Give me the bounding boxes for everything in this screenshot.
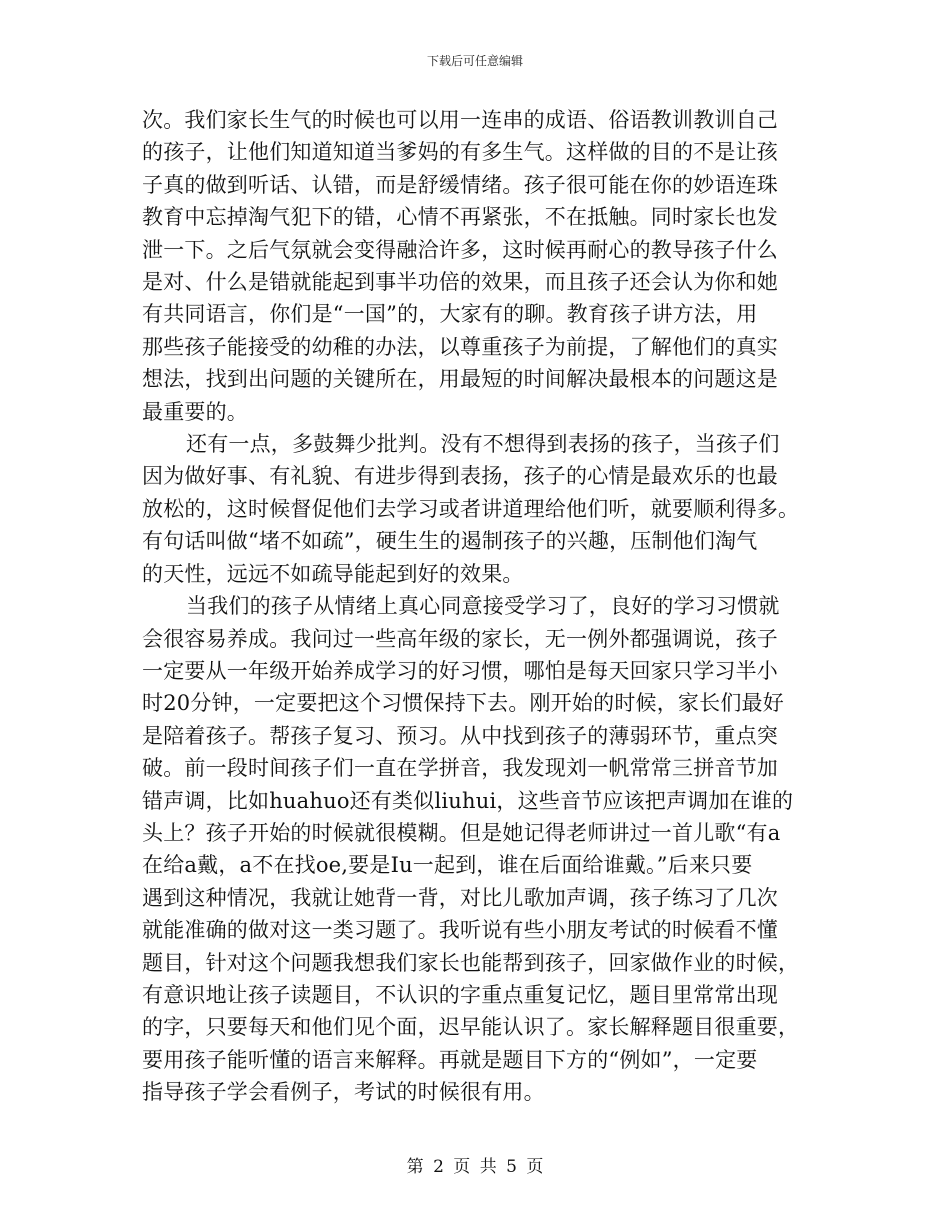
text-line: 最重要的。: [142, 399, 248, 424]
text-line: 还有一点，多鼓舞少批判。没有不想得到表扬的孩子，当孩子们: [186, 432, 780, 457]
paragraph-2: [142, 428, 814, 590]
text-line: 头上？孩子开始的时候就很模糊。但是她记得老师讲过一首儿歌“有a: [142, 820, 781, 845]
text-line: 的孩子，让他们知道知道当爹妈的有多生气。这样做的目的不是让孩: [142, 140, 778, 165]
text-line: 遇到这种情况，我就让她背一背，对比儿歌加声调，孩子练习了几次: [142, 885, 778, 910]
text-line: 子真的做到听话、认错，而是舒缓情绪。孩子很可能在你的妙语连珠: [142, 172, 778, 197]
text-line: 题目，针对这个问题我想我们家长也能帮到孩子，回家做作业的时候，: [142, 950, 800, 975]
text-line: 那些孩子能接受的幼稚的办法，以尊重孩子为前提，了解他们的真实: [142, 334, 778, 359]
page-number-footer: 第 2 页 共 5 页: [406, 1157, 544, 1177]
text-line: 有意识地让孩子读题目，不认识的字重点重复记忆，题目里常常出现: [142, 982, 778, 1007]
text-line: 的字，只要每天和他们见个面，迟早能认识了。家长解释题目很重要，: [142, 1015, 800, 1040]
text-line: 的天性，远远不如疏导能起到好的效果。: [142, 561, 524, 586]
text-line: 是对、什么是错就能起到事半功倍的效果，而且孩子还会认为你和她: [142, 270, 778, 295]
text-line: 就能准确的做对这一类习题了。我听说有些小朋友考试的时候看不懂: [142, 918, 778, 943]
text-line: 时20分钟，一定要把这个习惯保持下去。刚开始的时候，家长们最好: [142, 691, 784, 716]
paragraph-3: [142, 590, 814, 1109]
page-header: 下载后可任意编辑: [426, 54, 523, 68]
text-line: 教育中忘掉淘气犯下的错，心情不再紧张，不在抵触。同时家长也发: [142, 205, 778, 230]
text-line: 要用孩子能听懂的语言来解释。再就是题目下方的“例如”，一定要: [142, 1047, 758, 1072]
text-line: 指导孩子学会看例子，考试的时候很有用。: [142, 1080, 545, 1105]
text-line: 次。我们家长生气的时候也可以用一连串的成语、俗语教训教训自己: [142, 108, 778, 132]
paragraph-1: [142, 104, 814, 428]
text-line: 一定要从一年级开始养成学习的好习惯，哪怕是每天回家只学习半小: [142, 658, 778, 683]
text-line: 想法，找到出问题的关键所在，用最短的时间解决最根本的问题这是: [142, 367, 778, 392]
document-body: [142, 104, 814, 1109]
text-line: 是陪着孩子。帮孩子复习、预习。从中找到孩子的薄弱环节，重点突: [142, 723, 778, 748]
text-line: 当我们的孩子从情绪上真心同意接受学习了，良好的学习习惯就: [186, 594, 780, 619]
text-line: 泄一下。之后气氛就会变得融洽许多，这时候再耐心的教导孩子什么: [142, 237, 778, 262]
text-line: 有共同语言，你们是“一国”的，大家有的聊。教育孩子讲方法，用: [142, 302, 758, 327]
text-line: 因为做好事、有礼貌、有进步得到表扬，孩子的心情是最欢乐的也最: [142, 464, 778, 489]
text-line: 会很容易养成。我问过一些高年级的家长，无一例外都强调说，孩子: [142, 626, 778, 651]
text-line: 有句话叫做“堵不如疏”，硬生生的遏制孩子的兴趣，压制他们淘气: [142, 529, 758, 554]
text-line: 放松的，这时候督促他们去学习或者讲道理给他们听，就要顺利得多。: [142, 496, 800, 521]
text-line: 错声调，比如huahuo还有类似liuhui，这些音节应该把声调加在谁的: [142, 788, 794, 813]
text-line: 在给a戴，a不在找oe,要是Iu一起到，谁在后面给谁戴。”后来只要: [142, 853, 753, 878]
text-line: 破。前一段时间孩子们一直在学拼音，我发现刘一帆常常三拼音节加: [142, 756, 778, 781]
